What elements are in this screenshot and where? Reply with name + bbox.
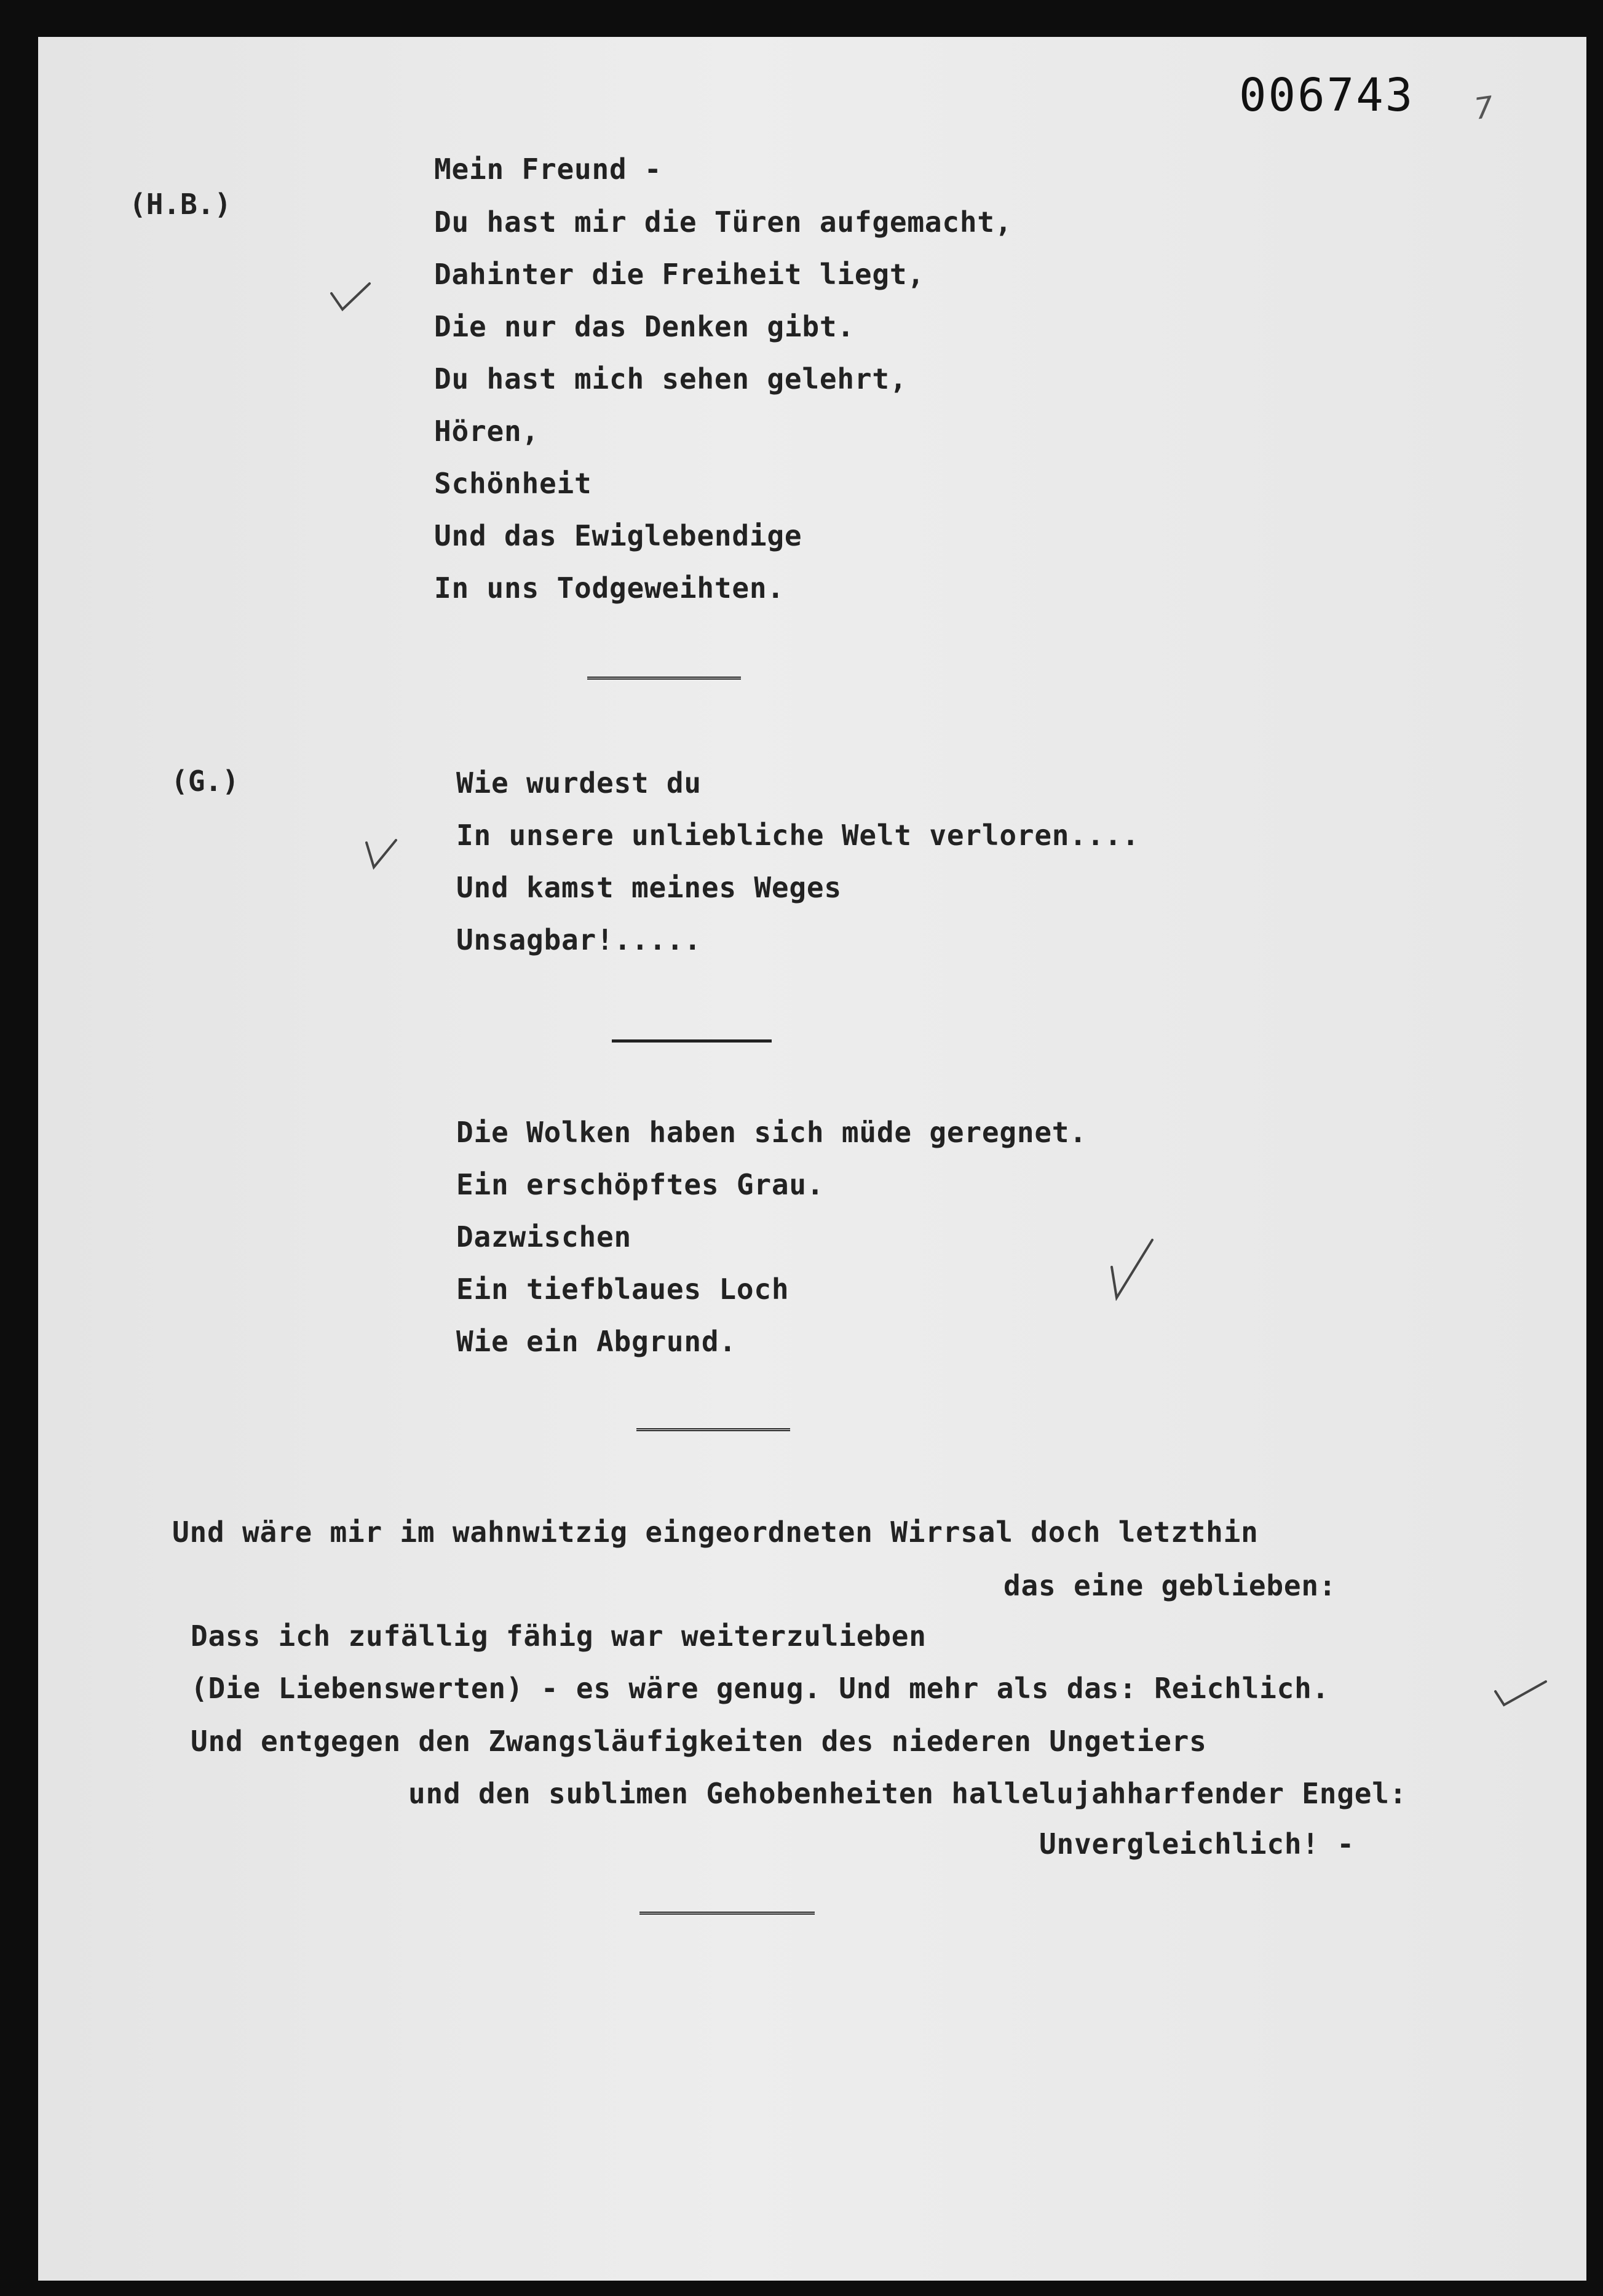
poem-line: Unvergleichlich! - [1039,1827,1355,1861]
poem-line: Du hast mich sehen gelehrt, [434,362,908,395]
section-separator [587,677,741,680]
handwritten-page-number: 7 [1472,90,1496,127]
poem-line: Dazwischen [456,1220,631,1253]
section-separator [636,1428,790,1431]
check-mark-icon [1493,1678,1548,1709]
check-mark-icon [1107,1236,1156,1301]
speaker-label-g: (G.) [171,765,239,798]
speaker-label-hb: (H.B.) [129,188,232,221]
poem-line: Und kamst meines Weges [456,871,842,904]
poem-line: (Die Liebenswerten) - es wäre genug. Und mehr als das: Reichlich. [191,1672,1330,1705]
poem-line: Dass ich zufällig fähig war weiterzulieben [191,1619,927,1653]
poem-line: Und das Ewiglebendige [434,519,802,552]
poem-line: Wie wurdest du [456,766,702,800]
section-separator [639,1912,815,1915]
poem-line: und den sublimen Gehobenheiten hallelujahharfender Engel: [408,1777,1407,1810]
poem-line: Dahinter die Freiheit liegt, [434,258,925,291]
poem-line: Die Wolken haben sich müde geregnet. [456,1116,1087,1149]
poem-line: Du hast mir die Türen aufgemacht, [434,205,1013,239]
poem-line: Die nur das Denken gibt. [434,310,855,343]
poem-line: Ein tiefblaues Loch [456,1273,790,1306]
check-mark-icon [329,280,372,317]
poem-line: Hören, [434,415,539,448]
poem-line: Und wäre mir im wahnwitzig eingeordneten Wirrsal doch letzthin [172,1515,1259,1549]
poem-line: Ein erschöpftes Grau. [456,1168,825,1201]
poem-line: Unsagbar!..... [456,923,702,956]
poem-line: Und entgegen den Zwangsläufigkeiten des niederen Ungetiers [191,1725,1207,1758]
poem-line: Wie ein Abgrund. [456,1325,737,1358]
poem-line: das eine geblieben: [1003,1569,1337,1602]
poem-line: Schönheit [434,467,592,500]
document-number: 006743 [1239,69,1415,122]
poem-line: Mein Freund - [434,153,662,186]
check-mark-icon [363,836,400,872]
poem-line: In uns Todgeweihten. [434,571,785,605]
section-separator [612,1039,772,1043]
poem-line: In unsere unliebliche Welt verloren.... [456,819,1140,852]
